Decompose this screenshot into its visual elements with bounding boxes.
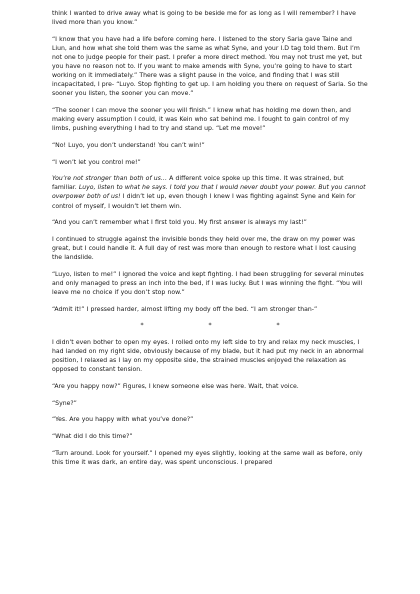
text-segment: A different voice spoke up this time. It was strained, but familiar. <box>52 175 344 192</box>
italic-text-segment: Luyo, listen to what he says. I told you that I would never doubt your power. But you cannot overpower both of us! <box>52 184 366 201</box>
paragraph <box>52 141 368 150</box>
text-segment: “Turn around. Look for yourself.” I opened my eyes slightly, looking at the same wall as before, only this time it was dark, an entire day, was spent unconscious. I prepared <box>52 449 363 466</box>
paragraph <box>52 35 368 99</box>
text-segment: “Are you happy now?” Figures, I knew someone else was here. Wait, that voice. <box>52 382 299 390</box>
text-segment: “I won’t let you control me!” <box>52 158 141 166</box>
asterisk-separator: * <box>208 322 212 330</box>
paragraph <box>52 9 368 27</box>
text-segment: think I wanted to drive away what is going to be beside me for as long as I will remember? I have lived more than you know.” <box>52 10 356 27</box>
text-segment: I continued to struggle against the invisible bonds they held over me, the draw on my power was great, but I could handle it. A full day of rest was more than enough to restore what I lost causing the landslide. <box>52 235 357 262</box>
asterisk-separator: * <box>276 322 280 330</box>
scene-break <box>52 321 368 330</box>
text-segment: “Syne?” <box>52 399 77 407</box>
text-segment: “Luyo, listen to me!” I ignored the voice and kept fighting. I had been struggling for several minutes and only managed to press an inch into the bed, if I was lucky. But I was winning the fight. “You will leave me no choice if you don’t stop now.” <box>52 270 364 296</box>
text-segment: “And you can’t remember what I first told you. My first answer is always my last!” <box>52 219 307 227</box>
paragraph <box>52 174 368 210</box>
text-segment: “Admit it!” I pressed harder, almost lifting my body off the bed. “I am stronger than-” <box>52 305 318 313</box>
paragraph <box>52 158 368 167</box>
paragraph <box>52 338 368 374</box>
paragraph <box>52 270 368 297</box>
paragraph <box>52 218 368 227</box>
paragraph <box>52 382 368 391</box>
paragraph <box>52 449 368 467</box>
text-segment: “What did I do this time?” <box>52 433 133 440</box>
text-segment: “The sooner I can move the sooner you will finish.” I knew what has holding me down then, and making every assumption I could, it was Kein who sat behind me. I fought to gain control of my limbs, pushing everything I had to try and stand up. “Let me move!” <box>52 107 351 133</box>
italic-text-segment: You’re not stronger than both of us… <box>52 175 167 183</box>
paragraph <box>52 432 368 441</box>
paragraph <box>52 305 368 314</box>
paragraph <box>52 399 368 408</box>
asterisk-separator: * <box>140 322 144 330</box>
body-text-before-break <box>52 9 368 314</box>
text-segment: “Yes. Are you happy with what you’ve done?” <box>52 416 194 424</box>
body-text-after-break <box>52 338 368 467</box>
text-segment: I didn’t let up, even though I knew I was fighting against Syne and Kein for control of myself, I wouldn’t let them win. <box>52 193 356 210</box>
text-segment: “I know that you have had a life before coming here. I listened to the story Saria gave Taine and Liun, and how what she told them was the same as what Syne, and your I.D tag told them. But I’m not one to judge people for their past. I prefer a more direct method. You may not trust me yet, but you have no reason not to. If you want to make amends with Syne, you’re going to have to start working on it immediately.” There was a slight pause in the voice, and finding that I was still incapacitated, I pre- “Luyo. Stop fighting to get up. I am holding you there on request of Saria. So the sooner you listen, the sooner you can move.” <box>52 35 368 98</box>
text-segment: “No! Luyo, you don’t understand! You can’t win!” <box>52 141 205 149</box>
text-segment: I didn’t even bother to open my eyes. I rolled onto my left side to try and relax my neck muscles, I had landed on my right side, obviously because of my blade, but it had put my neck in an abnormal position, I relaxed as I lay on my opposite side, the strained muscles enjoyed the relaxation as opposed to constant tension. <box>52 338 364 374</box>
paragraph <box>52 415 368 424</box>
paragraph <box>52 235 368 262</box>
paragraph <box>52 106 368 133</box>
